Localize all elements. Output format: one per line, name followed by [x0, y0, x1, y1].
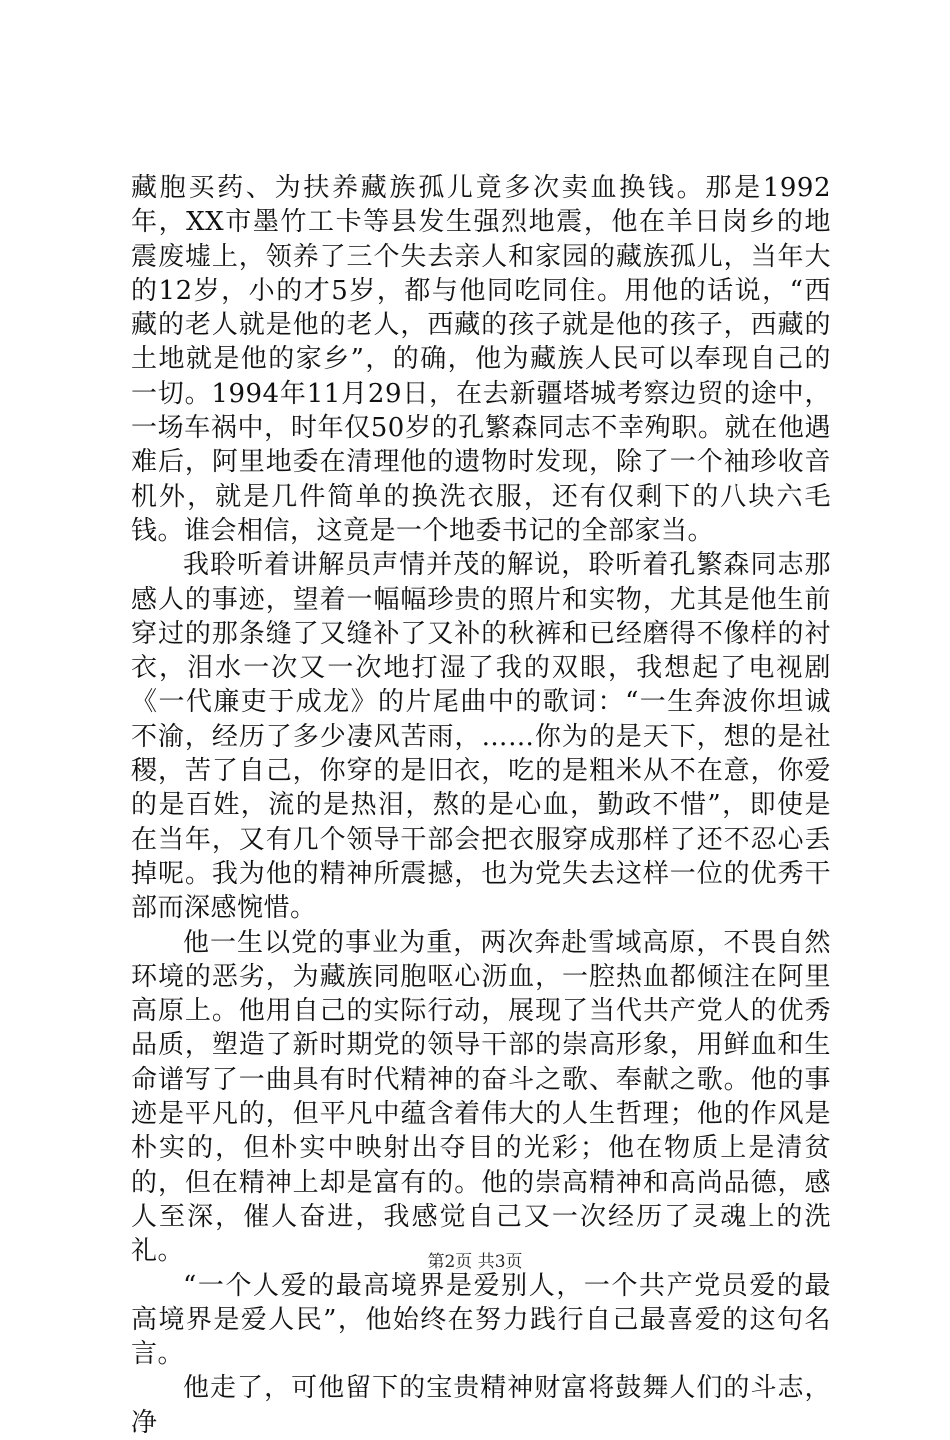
paragraph-4: “一个人爱的最高境界是爱别人，一个共产党员爱的最高境界是爱人民”，他始终在努力践行自己最喜爱的这句名言。 [131, 1270, 831, 1370]
page-number: 第2页 共3页 [427, 1252, 523, 1272]
paragraph-3: 他一生以党的事业为重，两次奔赴雪域高原，不畏自然环境的恶劣，为藏族同胞呕心沥血，一腔热血都倾注在阿里高原上。他用自己的实际行动，展现了当代共产党人的优秀品质，塑造了新时期党的领导干部的崇高形象，用鲜血和生命谱写了一曲具有时代精神的奋斗之歌、奉献之歌。他的事迹是平凡的，但平凡中蕴含着伟大的人生哲理；他的作风是朴实的，但朴实中映射出夺目的光彩；他在物质上是清贫的，但在精神上却是富有的。他的崇高精神和高尚品德，感人至深，催人奋进，我感觉自己又一次经历了灵魂上的洗礼。 [131, 927, 831, 1267]
paragraph-5: 他走了，可他留下的宝贵精神财富将鼓舞人们的斗志，净 [131, 1373, 831, 1438]
page-footer [0, 1247, 950, 1272]
paragraph-2: 我聆听着讲解员声情并茂的解说，聆听着孔繁森同志那感人的事迹，望着一幅幅珍贵的照片和实物，尤其是他生前穿过的那条缝了又缝补了又补的秋裤和已经磨得不像样的衬衣，泪水一次又一次地打湿了我的双眼，我想起了电视剧《一代廉吏于成龙》的片尾曲中的歌词：“一生奔波你坦诚不渝，经历了多少凄风苦雨，……你为的是天下，想的是社稷，苦了自己，你穿的是旧衣，吃的是粗米从不在意，你爱的是百姓，流的是热泪，熬的是心血，勤政不惜”，即使是在当年，又有几个领导干部会把衣服穿成那样了还不忍心丢掉呢。我为他的精神所震撼，也为党失去这样一位的优秀干部而深感惋惜。 [131, 550, 831, 924]
paragraph-1: 藏胞买药、为扶养藏族孤儿竟多次卖血换钱。那是1992年，XX市墨竹工卡等县发生强烈地震，他在羊日岗乡的地震废墟上，领养了三个失去亲人和家园的藏族孤儿，当年大的12岁，小的才5岁，都与他同吃同住。用他的话说，“西藏的老人就是他的老人，西藏的孩子就是他的孩子，西藏的土地就是他的家乡”，的确，他为藏族人民可以奉现自己的一切。1994年11月29日，在去新疆塔城考察边贸的途中，一场车祸中，时年仅50岁的孔繁森同志不幸殉职。就在他遇难后，阿里地委在清理他的遗物时发现，除了一个袖珍收音机外，就是几件简单的换洗衣服，还有仅剩下的八块六毛钱。谁会相信，这竟是一个地委书记的全部家当。 [131, 173, 831, 546]
